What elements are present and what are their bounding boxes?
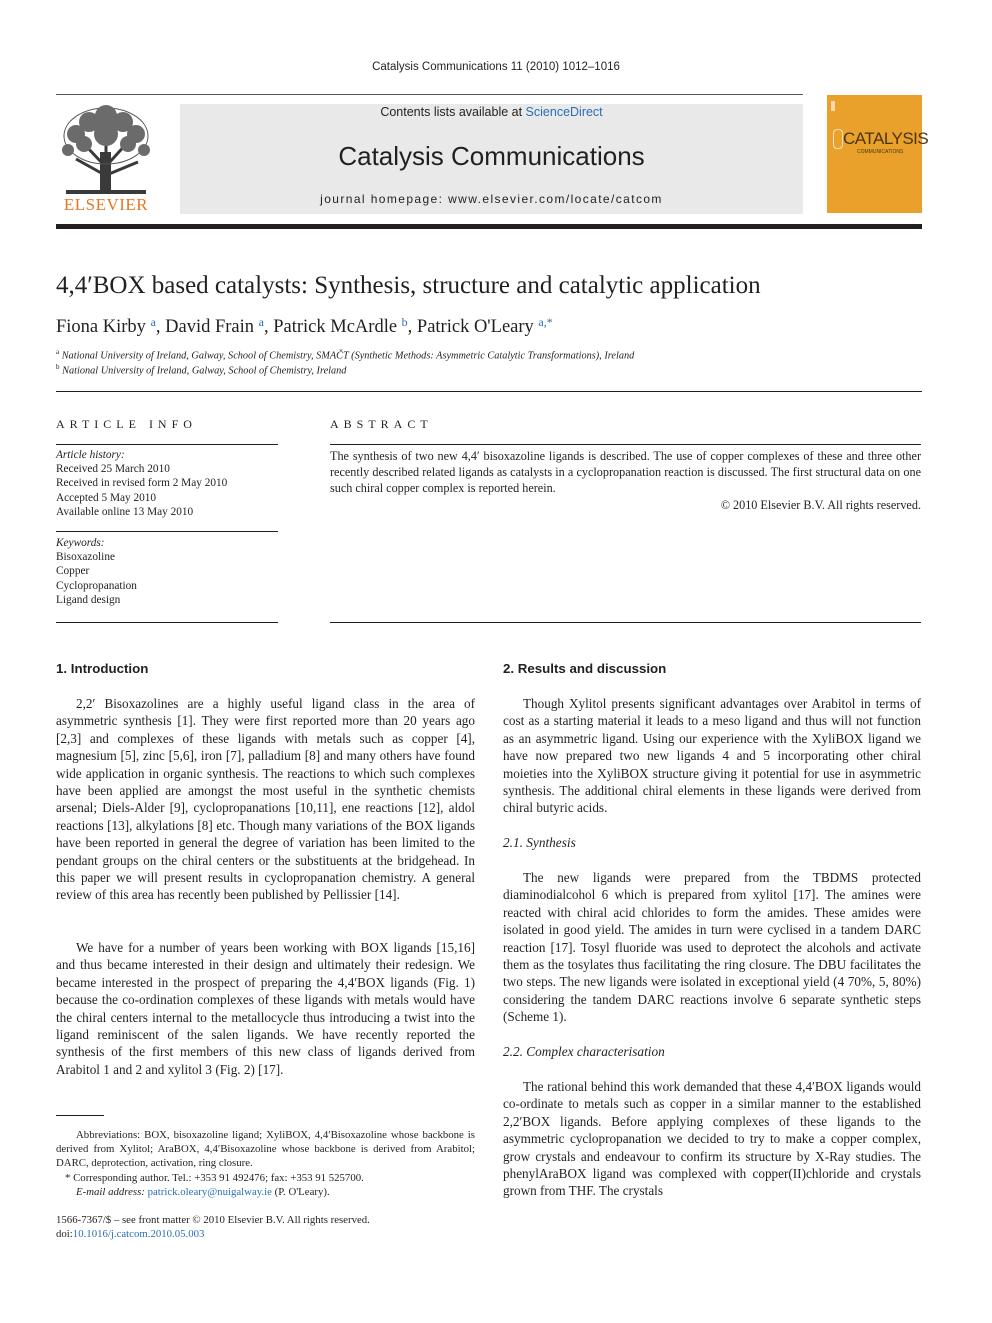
elsevier-logo (56, 104, 156, 214)
keyword: Copper (56, 565, 90, 578)
author-name: Fiona Kirby (56, 317, 146, 337)
email-link[interactable]: patrick.oleary@nuigalway.ie (147, 1186, 272, 1198)
history-item: Received in revised form 2 May 2010 (56, 477, 228, 490)
journal-cover (827, 95, 929, 213)
author-name: Patrick McArdle (273, 317, 398, 337)
body-paragraph: We have for a number of years been working with BOX ligands [15,16] and thus became interested in their design and ultimately their redesign. We became interested in the prospect of preparing the 4,4′BOX ligands (Fig. 1) because the co-ordination complexes of these ligands with metals would have the chiral centers internal to the metallocycle thus introducing a twist into the ligand reminiscent of the salen ligands. We have recently reported the synthesis of the first members of this new class of ligands derived from Arabitol 1 and 2 and xylitol 3 (Fig. 2) [17]. (56, 940, 475, 1077)
header-thick-rule (56, 224, 922, 229)
sciencedirect-link[interactable]: ScienceDirect (525, 105, 603, 119)
elsevier-wordmark: ELSEVIER (63, 195, 149, 214)
keyword: Ligand design (56, 593, 121, 606)
article-info-heading: ARTICLE INFO (56, 417, 197, 431)
doi-link[interactable]: 10.1016/j.catcom.2010.05.003 (72, 1228, 205, 1240)
body-paragraph: The new ligands were prepared from the TBDMS protected diaminodialcohol 6 which is prepared from xylitol [17]. The amines were reacted with chiral acid chlorides to form the amides. These amides were isolated in good yield. The amides in turn were cyclised in a tandem DARC reaction [17]. Tosyl fluoride was used to deprotect the alcohols and activate them as the tosylates thus facilitating the ring closure. The DBU facilitates the two steps. The new ligands were isolated in exceptional yield (4 70%, 5, 80%) considering the tandem DARC reactions involve 6 separate synthetic steps (Scheme 1). (503, 870, 921, 1025)
doi-line: doi:10.1016/j.catcom.2010.05.003 (56, 1228, 205, 1240)
info-rule (56, 531, 278, 532)
subsection-heading: 2.1. Synthesis (503, 835, 576, 850)
section-rule (56, 391, 922, 392)
keyword: Bisoxazoline (56, 551, 115, 564)
affiliation: $^b$ National University of Ireland, Galway, School of Chemistry, Ireland (56, 363, 347, 377)
abstract (330, 448, 921, 513)
author-affil-sup[interactable]: a,* (538, 315, 553, 329)
author-affil-sup[interactable]: b (401, 315, 408, 329)
info-rule (56, 444, 278, 445)
abstract-text: The synthesis of two new 4,4′ bisoxazoline ligands is described. The use of copper complexes of these and three other recently described related ligands as catalysts in a cyclopropanation reaction is discussed. The first structural data on one such chiral copper complex is reported herein. (330, 449, 921, 496)
author-list: Fiona Kirby $^a$, David Frain $^a$, Patrick McArdle $^b$, Patrick O'Leary $^{a,*}$ (56, 315, 553, 337)
body-paragraph: The rational behind this work demanded that these 4,4′BOX ligands would co-ordinate to metals such as copper in a similar manner to the established 2,2′BOX ligands. Before applying complexes of these ligands to the asymmetric cyclopropanation we decided to try to make a copper complex, grow crystals and endeavour to confirm its structure by X-Ray studies. The phenylAraBOX ligand was complexed with copper(II)chloride and crystals grown from THF. The crystals (503, 1079, 921, 1199)
article-title: 4,4′BOX based catalysts: Synthesis, structure and catalytic application (56, 272, 761, 299)
abstract-rule (330, 444, 921, 445)
body-paragraph: Though Xylitol presents significant advantages over Arabitol in terms of cost as a starting material it leads to a meso ligand and thus will not function as an asymmetric ligand. Using our experience with the XyliBOX ligand we have now prepared two new ligands 4 and 5 incorporating other chiral moieties into the XyliBOX structure giving it potential for use in asymmetric synthesis. The additional chiral elements in these ligands were derived from chiral butyric acids. (503, 696, 921, 816)
abbreviations-footnote: Abbreviations: BOX, bisoxazoline ligand; XyliBOX, 4,4′Bisoxazoline whose backbone is derived from Xylitol; AraBOX, 4,4′Bisoxazoline whose backbone is derived from Arabitol; DARC, deprotection, activation, ring closure. (56, 1129, 475, 1170)
email-footnote: E-mail address: patrick.oleary@nuigalway.ie (P. O'Leary). (76, 1186, 330, 1198)
history-item: Available online 13 May 2010 (56, 505, 194, 518)
journal-homepage[interactable]: journal homepage: www.elsevier.com/locate/catcom (320, 192, 663, 206)
author-name: Patrick O'Leary (416, 317, 534, 337)
corresponding-footnote: * Corresponding author. Tel.: +353 91 492476; fax: +353 91 525700. (65, 1172, 364, 1184)
info-rule (56, 622, 278, 623)
abstract-rule (330, 622, 921, 623)
history-item: Received 25 March 2010 (56, 463, 170, 476)
keywords: Keywords: Bisoxazoline Copper Cyclopropanation Ligand design (56, 537, 137, 606)
header-rule (56, 94, 803, 95)
section-heading: 2. Results and discussion (503, 661, 667, 676)
abstract-heading: ABSTRACT (330, 417, 433, 431)
history-item: Accepted 5 May 2010 (56, 491, 157, 504)
author-name: David Frain (165, 317, 255, 337)
keyword: Cyclopropanation (56, 579, 137, 592)
subsection-heading: 2.2. Complex characterisation (503, 1044, 665, 1059)
article-history: Article history: Received 25 March 2010 Received in revised form 2 May 2010 Accepted 5 May 2010 Available online 13 May 2010 (56, 449, 228, 518)
body-paragraph: 2,2′ Bisoxazolines are a highly useful ligand class in the area of asymmetric synthesis [1]. They were first reported more than 20 years ago [2,3] and complexes of these ligands with metals such as copper [4], magnesium [5], zinc [5,6], iron [7], palladium [8] and many others have found wide application in organic synthesis. The reactions to which such complexes have been applied are amongst the most useful in the synthetic chemists arsenal; Diels-Alder [9], cyclopropanations [10,11], ene reactions [12], aldol reactions [13], alkylations [8] etc. Though many variations of the BOX ligands have been reported in general the degree of variation has been limited to the pendant groups on the chiral centers or the substituents at the bridgehead. In this paper we will present results in cyclopropanation chemistry. A general review of this area has recently been published by Pellissier [14]. (56, 696, 475, 903)
author-affil-sup[interactable]: a (150, 315, 156, 329)
affiliation: $^a$ National University of Ireland, Galway, School of Chemistry, SMAČT (Synthetic Methods: Asymmetric Catalytic Transformations), Ireland (56, 348, 635, 362)
author-affil-sup[interactable]: a (258, 315, 264, 329)
footnote-rule (56, 1115, 104, 1116)
journal-title: Catalysis Communications (338, 141, 645, 171)
contents-line: Contents lists available at ScienceDirect (380, 105, 603, 119)
section-heading: 1. Introduction (56, 661, 149, 676)
cover-title: CATALYSIS (843, 129, 929, 148)
cover-subtitle: COMMUNICATIONS (857, 149, 904, 155)
issn-line: 1566-7367/$ – see front matter © 2010 Elsevier B.V. All rights reserved. (56, 1214, 370, 1226)
abstract-copyright: © 2010 Elsevier B.V. All rights reserved. (720, 497, 921, 512)
journal-citation: Catalysis Communications 11 (2010) 1012–1016 (372, 61, 620, 73)
